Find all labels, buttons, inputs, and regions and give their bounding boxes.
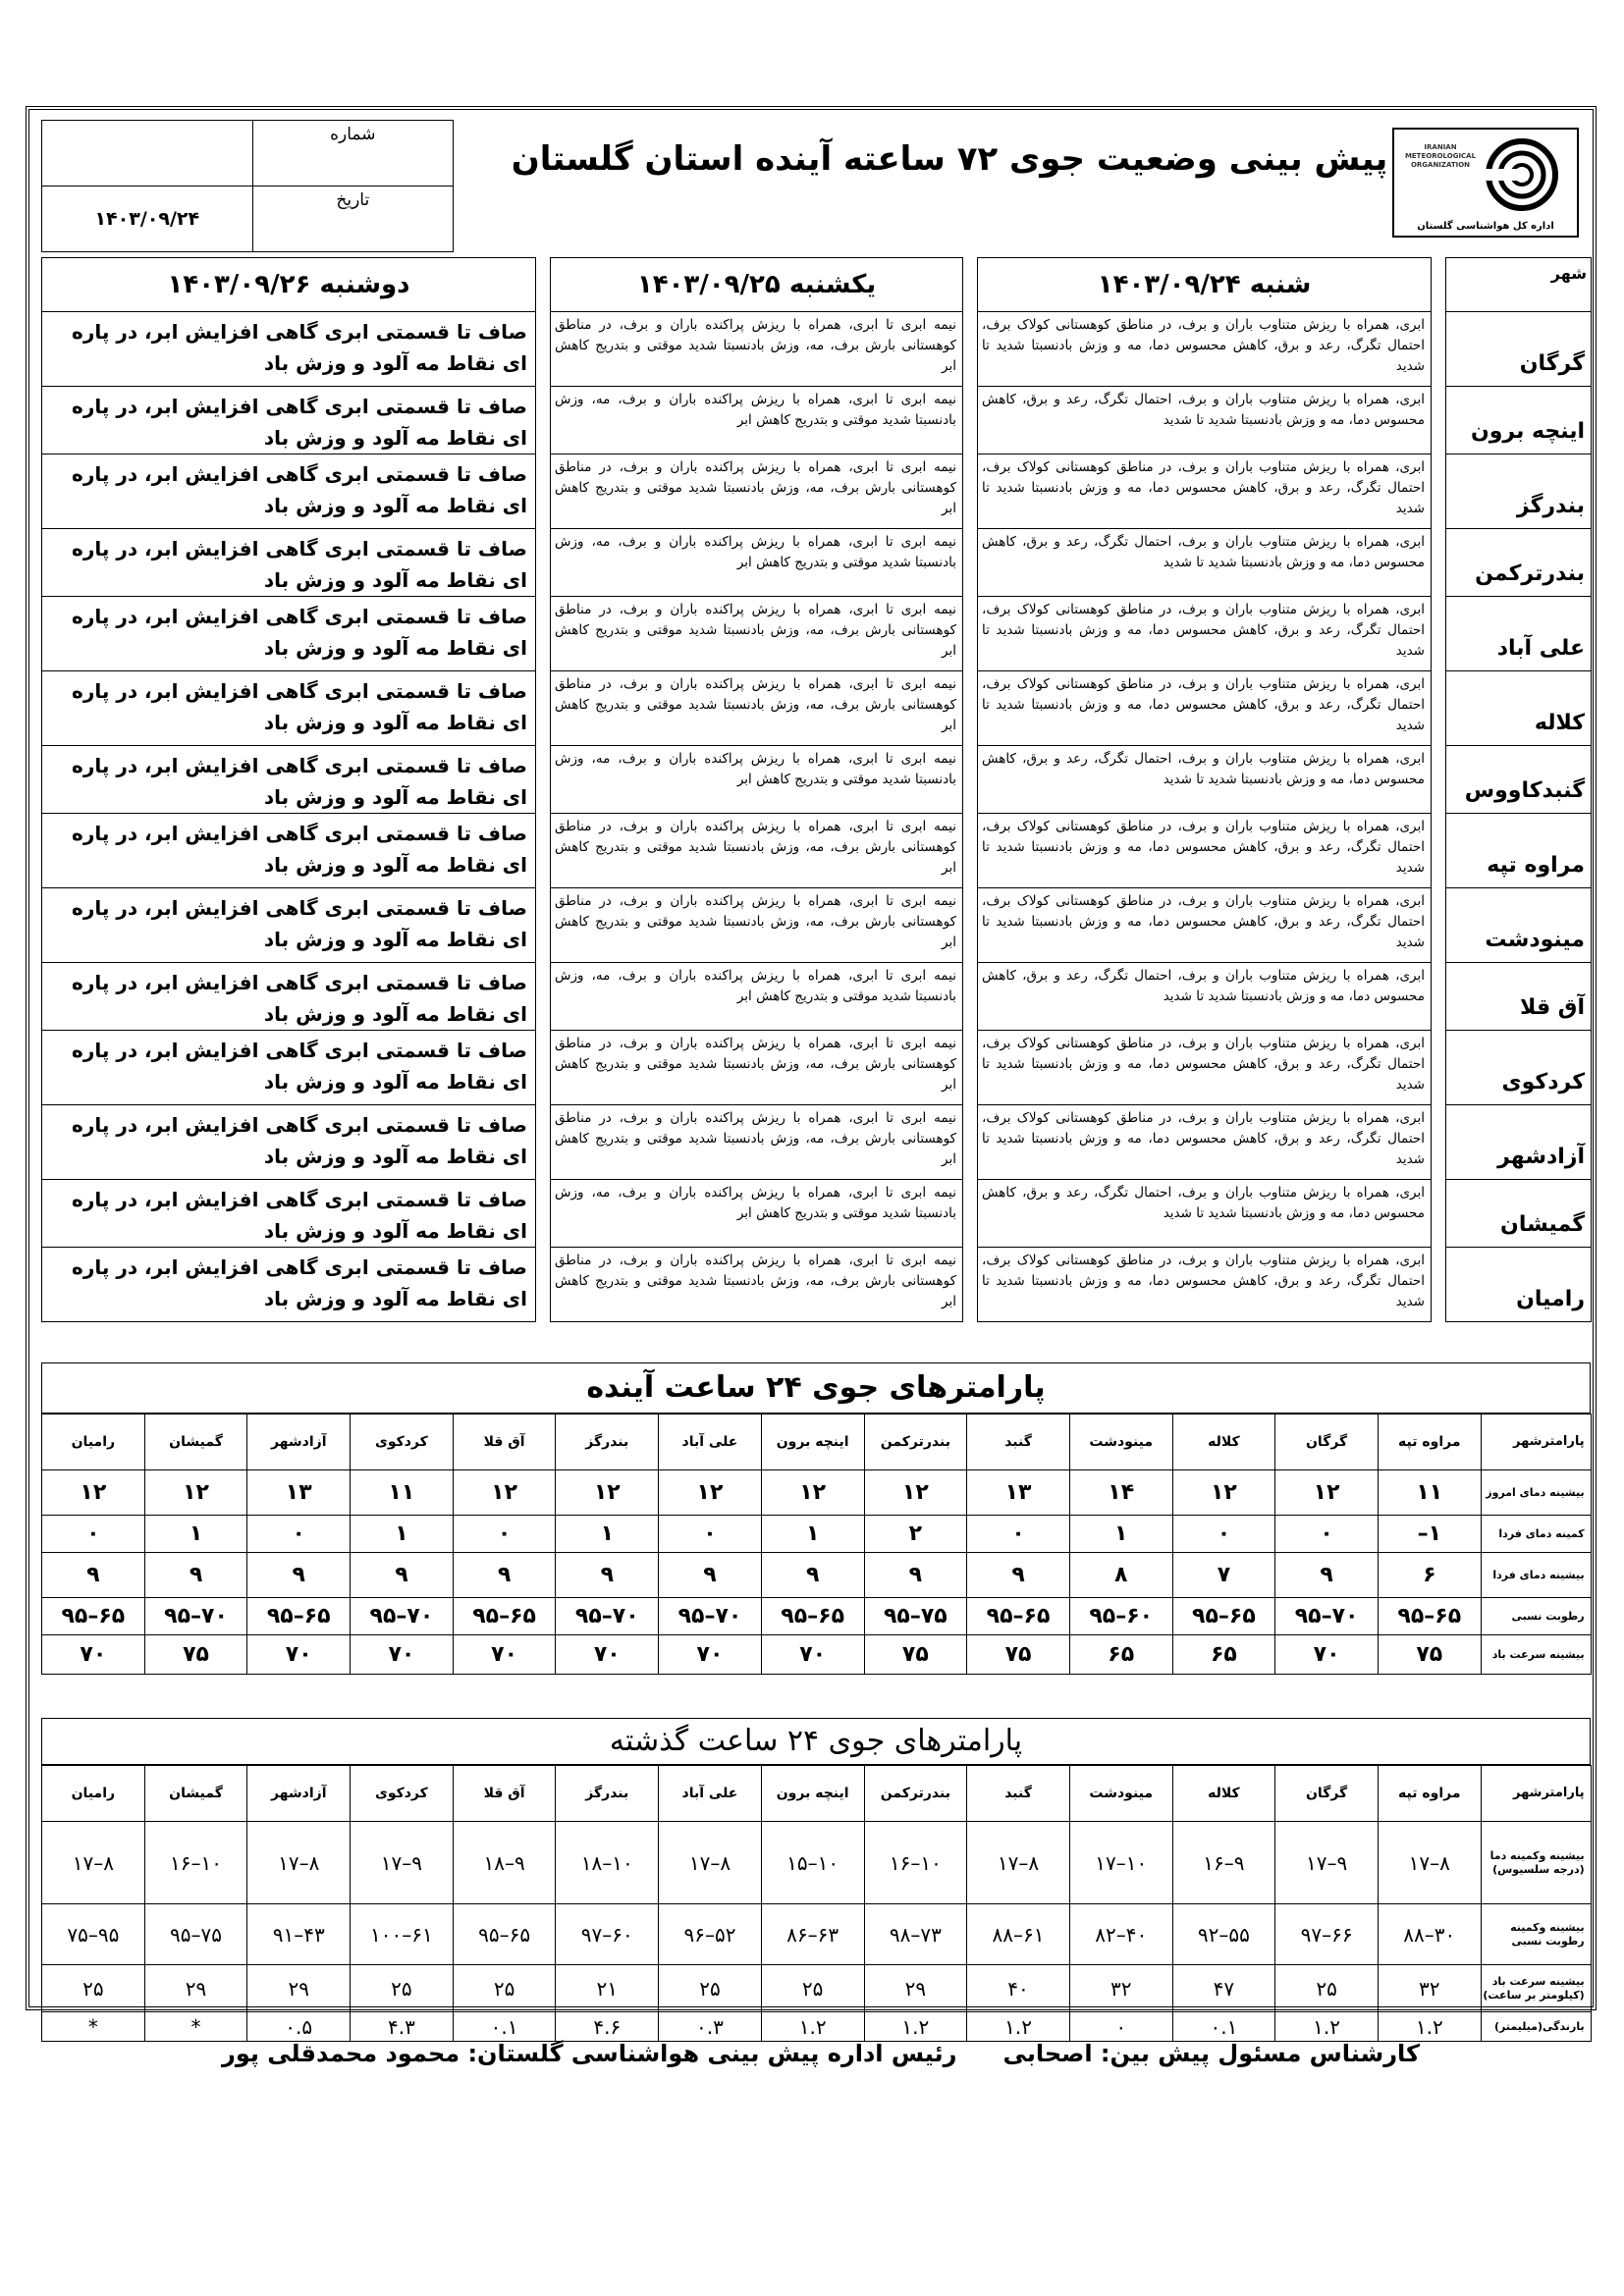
param-value: ۱۴ — [1069, 1470, 1172, 1516]
forecast-day3: صاف تا قسمتی ابری گاهی افزایش ابر، در پاره ای نقاط مه آلود و وزش باد — [42, 1248, 536, 1322]
param-value: ۶۵–۹۵ — [1378, 1598, 1481, 1635]
param-city-header: آق قلا — [453, 1766, 556, 1822]
param-row — [42, 1516, 1592, 1553]
param-value: ۱۰–۱۸ — [556, 1822, 659, 1904]
param-value: ۹–۱۷ — [1275, 1822, 1379, 1904]
param-value: ۱ — [1069, 1516, 1172, 1553]
param-label: بیشینه دمای امروز — [1481, 1470, 1591, 1516]
param-label: رطوبت نسبی — [1481, 1598, 1591, 1635]
param-value: ۹–۱۶ — [1172, 1822, 1275, 1904]
param-city-header: رامیان — [42, 1415, 145, 1470]
past24-table — [41, 1765, 1592, 2042]
param-city-header: گرگان — [1275, 1415, 1379, 1470]
forecast-row — [42, 963, 1592, 1031]
param-value: ۰.۵ — [247, 2012, 351, 2042]
forecast-day1: ابری، همراه با ریزش متناوب باران و برف، در مناطق کوهستانی کولاک برف، احتمال تگرگ، رعد و برق، کاهش محسوس دما، مه و وزش بادنسبتا شدید تا شدید — [978, 1248, 1432, 1322]
param-value: ۲۹ — [144, 1965, 247, 2012]
logo-text: IRANIAN METEOROLOGICAL ORGANIZATION — [1404, 143, 1477, 169]
param-city-header: اینچه برون — [761, 1766, 864, 1822]
forecast-day2: نیمه ابری تا ابری، همراه با ریزش پراکنده باران و برف، در مناطق کوهستانی بارش برف، مه، وزش بادنسبتا شدید موقتی و بتدریج کاهش ابر — [551, 1031, 963, 1105]
param-city-header: بندرترکمن — [864, 1766, 967, 1822]
param-value: ۰ — [42, 1516, 145, 1553]
param-value: ۱.۲ — [1378, 2012, 1481, 2042]
param-value: ۶۵–۹۵ — [967, 1598, 1070, 1635]
logo-label: اداره کل هواشناسی گلستان — [1417, 221, 1554, 232]
forecast-table — [41, 257, 1592, 1322]
forecast-city: مراوه تپه — [1446, 814, 1592, 888]
forecast-day3: صاف تا قسمتی ابری گاهی افزایش ابر، در پاره ای نقاط مه آلود و وزش باد — [42, 597, 536, 671]
param-value: ۶۵–۹۵ — [453, 1598, 556, 1635]
forecast-header-row — [42, 258, 1592, 312]
param-value: ۰.۱ — [1172, 2012, 1275, 2042]
param-value: ۱۰–۱۵ — [761, 1822, 864, 1904]
param-value: ۷۵ — [1378, 1635, 1481, 1675]
forecast-day1: ابری، همراه با ریزش متناوب باران و برف، در مناطق کوهستانی کولاک برف، احتمال تگرگ، رعد و برق، کاهش محسوس دما، مه و وزش بادنسبتا شدید تا شدید — [978, 671, 1432, 746]
header — [41, 120, 1591, 245]
param-city-header: کلاله — [1172, 1415, 1275, 1470]
param-city-header: گمیشان — [144, 1766, 247, 1822]
forecast-city: علی آباد — [1446, 597, 1592, 671]
param-value: ۸ — [1069, 1553, 1172, 1598]
param-value: ۰ — [659, 1516, 762, 1553]
param-label: بارندگی(میلیمتر) — [1481, 2012, 1591, 2042]
param-city-header: مراوه تپه — [1378, 1766, 1481, 1822]
param-label: بیشینه دمای فردا — [1481, 1553, 1591, 1598]
day-header-1: شنبه ۱۴۰۳/۰۹/۲۴ — [978, 258, 1432, 312]
forecast-day1: ابری، همراه با ریزش متناوب باران و برف، احتمال تگرگ، رعد و برق، کاهش محسوس دما، مه و وزش بادنسبتا شدید تا شدید — [978, 529, 1432, 597]
forecast-row — [42, 1180, 1592, 1248]
forecast-day1: ابری، همراه با ریزش متناوب باران و برف، در مناطق کوهستانی کولاک برف، احتمال تگرگ، رعد و برق، کاهش محسوس دما، مه و وزش بادنسبتا شدید تا شدید — [978, 1105, 1432, 1180]
param-value: ۷۰–۹۵ — [351, 1598, 454, 1635]
param-city-header: گنبد — [967, 1415, 1070, 1470]
forecast-day3: صاف تا قسمتی ابری گاهی افزایش ابر، در پاره ای نقاط مه آلود و وزش باد — [42, 963, 536, 1031]
param-value: ۳۲ — [1378, 1965, 1481, 2012]
param-value: ۷۵ — [967, 1635, 1070, 1675]
forecast-day3: صاف تا قسمتی ابری گاهی افزایش ابر، در پاره ای نقاط مه آلود و وزش باد — [42, 1105, 536, 1180]
day-header-3: دوشنبه ۱۴۰۳/۰۹/۲۶ — [42, 258, 536, 312]
param-value: * — [42, 2012, 145, 2042]
param-value: ۷۳–۹۸ — [864, 1904, 967, 1965]
forecast-day2: نیمه ابری تا ابری، همراه با ریزش پراکنده باران و برف، مه، وزش بادنسبتا شدید موقتی و بتدریج کاهش ابر — [551, 963, 963, 1031]
param-city-header: رامیان — [42, 1766, 145, 1822]
signatures — [0, 2040, 1624, 2079]
param-label: بیشینه سرعت باد — [1481, 1635, 1591, 1675]
param-city-header: گنبد — [967, 1766, 1070, 1822]
param-value: ۷۰ — [351, 1635, 454, 1675]
param-value: ۸–۱۷ — [659, 1822, 762, 1904]
param-value: ۱۰–۱۶ — [144, 1822, 247, 1904]
forecast-city: گرگان — [1446, 312, 1592, 387]
param-value: ۱– — [1378, 1516, 1481, 1553]
param-value: ۱.۲ — [967, 2012, 1070, 2042]
param-value: ۲۹ — [864, 1965, 967, 2012]
forecast-day1: ابری، همراه با ریزش متناوب باران و برف، در مناطق کوهستانی کولاک برف، احتمال تگرگ، رعد و برق، کاهش محسوس دما، مه و وزش بادنسبتا شدید تا شدید — [978, 888, 1432, 963]
date-value: ۱۴۰۳/۰۹/۲۴ — [42, 187, 253, 252]
param-row — [42, 1965, 1592, 2012]
param-value: ۲۵ — [1275, 1965, 1379, 2012]
param-value: ۷۰ — [1275, 1635, 1379, 1675]
param-value: ۹ — [659, 1553, 762, 1598]
param-value: ۹ — [42, 1553, 145, 1598]
param-value: ۲۵ — [42, 1965, 145, 2012]
forecast-day1: ابری، همراه با ریزش متناوب باران و برف، در مناطق کوهستانی کولاک برف، احتمال تگرگ، رعد و برق، کاهش محسوس دما، مه و وزش بادنسبتا شدید تا شدید — [978, 312, 1432, 387]
param-value: ۶۱–۱۰۰ — [351, 1904, 454, 1965]
param-label: بیشینه وکمینه دما (درجه سلسیوس) — [1481, 1822, 1591, 1904]
param-value: ۱ — [144, 1516, 247, 1553]
param-city-header: کردکوی — [351, 1766, 454, 1822]
param-value: ۶۳–۸۶ — [761, 1904, 864, 1965]
forecast-row — [42, 1031, 1592, 1105]
param-value: ۱۲ — [1275, 1470, 1379, 1516]
param-city-header: گرگان — [1275, 1766, 1379, 1822]
param-city-header: مینودشت — [1069, 1766, 1172, 1822]
forecast-day1: ابری، همراه با ریزش متناوب باران و برف، احتمال تگرگ، رعد و برق، کاهش محسوس دما، مه و وزش بادنسبتا شدید تا شدید — [978, 963, 1432, 1031]
forecast-day3: صاف تا قسمتی ابری گاهی افزایش ابر، در پاره ای نقاط مه آلود و وزش باد — [42, 746, 536, 814]
forecast-row — [42, 671, 1592, 746]
param-value: ۷۰–۹۵ — [659, 1598, 762, 1635]
forecast-city: مینودشت — [1446, 888, 1592, 963]
head-of-forecasting: رئیس اداره پیش بینی هواشناسی گلستان: محمود محمدقلی پور — [222, 2040, 957, 2067]
forecast-day2: نیمه ابری تا ابری، همراه با ریزش پراکنده باران و برف، مه، وزش بادنسبتا شدید موقتی و بتدریج کاهش ابر — [551, 746, 963, 814]
param-value: ۶۶–۹۷ — [1275, 1904, 1379, 1965]
forecast-row — [42, 888, 1592, 963]
param-value: ۱.۲ — [761, 2012, 864, 2042]
param-value: ۶۵–۹۵ — [1172, 1598, 1275, 1635]
forecast-day3: صاف تا قسمتی ابری گاهی افزایش ابر، در پاره ای نقاط مه آلود و وزش باد — [42, 312, 536, 387]
param-value: ۵۲–۹۶ — [659, 1904, 762, 1965]
param-value: ۹۵–۷۵ — [42, 1904, 145, 1965]
param-value: ۹ — [247, 1553, 351, 1598]
logo-icon — [1473, 135, 1571, 214]
param-row — [42, 1553, 1592, 1598]
param-value: ۷۵–۹۵ — [144, 1904, 247, 1965]
param-row — [42, 1470, 1592, 1516]
forecast-day3: صاف تا قسمتی ابری گاهی افزایش ابر، در پاره ای نقاط مه آلود و وزش باد — [42, 529, 536, 597]
param-corner: پارامترشهر — [1481, 1415, 1591, 1470]
param-value: ۹–۱۷ — [351, 1822, 454, 1904]
param-value: ۱ — [556, 1516, 659, 1553]
param-value: ۲ — [864, 1516, 967, 1553]
forecast-day3: صاف تا قسمتی ابری گاهی افزایش ابر، در پاره ای نقاط مه آلود و وزش باد — [42, 814, 536, 888]
forecast-day1: ابری، همراه با ریزش متناوب باران و برف، احتمال تگرگ، رعد و برق، کاهش محسوس دما، مه و وزش بادنسبتا شدید تا شدید — [978, 746, 1432, 814]
param-row — [42, 1635, 1592, 1675]
param-value: ۱۲ — [1172, 1470, 1275, 1516]
forecast-city: گنبدکاووس — [1446, 746, 1592, 814]
param-value: ۷۰–۹۵ — [556, 1598, 659, 1635]
forecaster-name: کارشناس مسئول پیش بین: اصحابی — [1002, 2040, 1420, 2067]
param-row — [42, 1904, 1592, 1965]
param-value: ۶۱–۸۸ — [967, 1904, 1070, 1965]
param-city-header: آزادشهر — [247, 1415, 351, 1470]
param-value: ۸–۱۷ — [247, 1822, 351, 1904]
param-value: ۸–۱۷ — [1378, 1822, 1481, 1904]
number-label: شماره — [252, 121, 453, 187]
param-city-header: مراوه تپه — [1378, 1415, 1481, 1470]
param-value: ۰.۳ — [659, 2012, 762, 2042]
param-value: ۱۰–۱۶ — [864, 1822, 967, 1904]
param-value: ۳۲ — [1069, 1965, 1172, 2012]
forecast-city: رامیان — [1446, 1248, 1592, 1322]
date-label: تاریخ — [252, 187, 453, 252]
param-value: ۰ — [1069, 2012, 1172, 2042]
forecast-day2: نیمه ابری تا ابری، همراه با ریزش پراکنده باران و برف، در مناطق کوهستانی بارش برف، مه، وزش بادنسبتا شدید موقتی و بتدریج کاهش ابر — [551, 671, 963, 746]
param-label: بیشینه سرعت باد (کیلومتر بر ساعت) — [1481, 1965, 1591, 2012]
param-value: ۶۰–۹۵ — [1069, 1598, 1172, 1635]
param-value: ۷۰ — [453, 1635, 556, 1675]
param-value: ۶۵–۹۵ — [453, 1904, 556, 1965]
param-value: ۰ — [1172, 1516, 1275, 1553]
next24-table — [41, 1414, 1592, 1675]
param-value: ۷۰ — [247, 1635, 351, 1675]
next24-title: پارامترهای جوی ۲۴ ساعت آینده — [41, 1362, 1591, 1414]
param-value: ۱۳ — [247, 1470, 351, 1516]
param-value: ۱ — [761, 1516, 864, 1553]
forecast-row — [42, 597, 1592, 671]
forecast-day3: صاف تا قسمتی ابری گاهی افزایش ابر، در پاره ای نقاط مه آلود و وزش باد — [42, 387, 536, 454]
forecast-day3: صاف تا قسمتی ابری گاهی افزایش ابر، در پاره ای نقاط مه آلود و وزش باد — [42, 1031, 536, 1105]
forecast-city: آق قلا — [1446, 963, 1592, 1031]
param-value: ۰ — [453, 1516, 556, 1553]
param-value: ۹ — [453, 1553, 556, 1598]
param-value: ۱۳ — [967, 1470, 1070, 1516]
param-value: ۴۰ — [967, 1965, 1070, 2012]
city-column-header: شهر — [1446, 258, 1592, 312]
param-city-header: کردکوی — [351, 1415, 454, 1470]
forecast-city: گمیشان — [1446, 1180, 1592, 1248]
forecast-row — [42, 1105, 1592, 1180]
param-value: ۱۲ — [556, 1470, 659, 1516]
param-value: ۲۹ — [247, 1965, 351, 2012]
forecast-day2: نیمه ابری تا ابری، همراه با ریزش پراکنده باران و برف، در مناطق کوهستانی بارش برف، مه، وزش بادنسبتا شدید موقتی و بتدریج کاهش ابر — [551, 454, 963, 529]
param-value: ۶۵–۹۵ — [42, 1598, 145, 1635]
param-value: ۲۵ — [659, 1965, 762, 2012]
param-value: ۰.۱ — [453, 2012, 556, 2042]
param-value: ۹ — [351, 1553, 454, 1598]
param-value: ۷۰–۹۵ — [144, 1598, 247, 1635]
forecast-day1: ابری، همراه با ریزش متناوب باران و برف، در مناطق کوهستانی کولاک برف، احتمال تگرگ، رعد و برق، کاهش محسوس دما، مه و وزش بادنسبتا شدید تا شدید — [978, 814, 1432, 888]
param-value: ۷۵ — [144, 1635, 247, 1675]
forecast-row — [42, 1248, 1592, 1322]
param-value: ۹ — [761, 1553, 864, 1598]
forecast-day1: ابری، همراه با ریزش متناوب باران و برف، در مناطق کوهستانی کولاک برف، احتمال تگرگ، رعد و برق، کاهش محسوس دما، مه و وزش بادنسبتا شدید تا شدید — [978, 597, 1432, 671]
param-value: ۸–۱۷ — [967, 1822, 1070, 1904]
param-city-header: مینودشت — [1069, 1415, 1172, 1470]
param-value: ۹ — [556, 1553, 659, 1598]
param-value: ۱۲ — [659, 1470, 762, 1516]
forecast-city: کردکوی — [1446, 1031, 1592, 1105]
param-city-header: بندرگز — [556, 1766, 659, 1822]
forecast-day1: ابری، همراه با ریزش متناوب باران و برف، در مناطق کوهستانی کولاک برف، احتمال تگرگ، رعد و برق، کاهش محسوس دما، مه و وزش بادنسبتا شدید تا شدید — [978, 454, 1432, 529]
forecast-day2: نیمه ابری تا ابری، همراه با ریزش پراکنده باران و برف، در مناطق کوهستانی بارش برف، مه، وزش بادنسبتا شدید موقتی و بتدریج کاهش ابر — [551, 814, 963, 888]
param-value: ۳۰–۸۸ — [1378, 1904, 1481, 1965]
param-value: ۹ — [967, 1553, 1070, 1598]
param-value: ۲۵ — [351, 1965, 454, 2012]
day-header-2: یکشنبه ۱۴۰۳/۰۹/۲۵ — [551, 258, 963, 312]
param-city-header: گمیشان — [144, 1415, 247, 1470]
param-value: ۷۰ — [42, 1635, 145, 1675]
number-value-cell — [42, 121, 253, 187]
param-row — [42, 1822, 1592, 1904]
param-value: * — [144, 2012, 247, 2042]
param-value: ۲۵ — [761, 1965, 864, 2012]
param-header-row — [42, 1766, 1592, 1822]
param-value: ۵۵–۹۲ — [1172, 1904, 1275, 1965]
forecast-day3: صاف تا قسمتی ابری گاهی افزایش ابر، در پاره ای نقاط مه آلود و وزش باد — [42, 1180, 536, 1248]
param-city-header: کلاله — [1172, 1766, 1275, 1822]
forecast-day2: نیمه ابری تا ابری، همراه با ریزش پراکنده باران و برف، در مناطق کوهستانی بارش برف، مه، وزش بادنسبتا شدید موقتی و بتدریج کاهش ابر — [551, 1105, 963, 1180]
param-value: ۴۷ — [1172, 1965, 1275, 2012]
param-value: ۶ — [1378, 1553, 1481, 1598]
param-row — [42, 1598, 1592, 1635]
forecast-row — [42, 312, 1592, 387]
param-value: ۱۱ — [1378, 1470, 1481, 1516]
param-value: ۶۵ — [1069, 1635, 1172, 1675]
forecast-city: بندرترکمن — [1446, 529, 1592, 597]
param-value: ۷ — [1172, 1553, 1275, 1598]
forecast-day1: ابری، همراه با ریزش متناوب باران و برف، احتمال تگرگ، رعد و برق، کاهش محسوس دما، مه و وزش بادنسبتا شدید تا شدید — [978, 1180, 1432, 1248]
param-value: ۶۵ — [1172, 1635, 1275, 1675]
forecast-row — [42, 387, 1592, 454]
param-value: ۱۲ — [42, 1470, 145, 1516]
param-value: ۷۰–۹۵ — [1275, 1598, 1379, 1635]
forecast-day2: نیمه ابری تا ابری، همراه با ریزش پراکنده باران و برف، مه، وزش بادنسبتا شدید موقتی و بتدریج کاهش ابر — [551, 387, 963, 454]
forecast-row — [42, 529, 1592, 597]
param-value: ۱.۲ — [864, 2012, 967, 2042]
forecast-city: بندرگز — [1446, 454, 1592, 529]
forecast-day2: نیمه ابری تا ابری، همراه با ریزش پراکنده باران و برف، مه، وزش بادنسبتا شدید موقتی و بتدریج کاهش ابر — [551, 529, 963, 597]
forecast-day2: نیمه ابری تا ابری، همراه با ریزش پراکنده باران و برف، در مناطق کوهستانی بارش برف، مه، وزش بادنسبتا شدید موقتی و بتدریج کاهش ابر — [551, 1248, 963, 1322]
param-city-header: بندرگز — [556, 1415, 659, 1470]
param-value: ۴.۳ — [351, 2012, 454, 2042]
forecast-city: اینچه برون — [1446, 387, 1592, 454]
param-city-header: علی آباد — [659, 1766, 762, 1822]
forecast-city: آزادشهر — [1446, 1105, 1592, 1180]
param-value: ۹ — [864, 1553, 967, 1598]
param-value: ۹ — [144, 1553, 247, 1598]
forecast-city: کلاله — [1446, 671, 1592, 746]
param-value: ۹ — [1275, 1553, 1379, 1598]
param-value: ۸–۱۷ — [42, 1822, 145, 1904]
forecast-day3: صاف تا قسمتی ابری گاهی افزایش ابر، در پاره ای نقاط مه آلود و وزش باد — [42, 888, 536, 963]
param-city-header: بندرترکمن — [864, 1415, 967, 1470]
param-header-row — [42, 1415, 1592, 1470]
param-value: ۶۵–۹۵ — [761, 1598, 864, 1635]
forecast-day2: نیمه ابری تا ابری، همراه با ریزش پراکنده باران و برف، مه، وزش بادنسبتا شدید موقتی و بتدریج کاهش ابر — [551, 1180, 963, 1248]
param-row — [42, 2012, 1592, 2042]
param-label: کمینه دمای فردا — [1481, 1516, 1591, 1553]
param-value: ۴۳–۹۱ — [247, 1904, 351, 1965]
param-value: ۰ — [1275, 1516, 1379, 1553]
forecast-day3: صاف تا قسمتی ابری گاهی افزایش ابر، در پاره ای نقاط مه آلود و وزش باد — [42, 454, 536, 529]
page-frame — [26, 106, 1597, 2039]
param-value: ۷۰ — [761, 1635, 864, 1675]
param-label: بیشینه وکمینه رطوبت نسبی — [1481, 1904, 1591, 1965]
param-city-header: اینچه برون — [761, 1415, 864, 1470]
param-value: ۱۱ — [351, 1470, 454, 1516]
forecast-day2: نیمه ابری تا ابری، همراه با ریزش پراکنده باران و برف، در مناطق کوهستانی بارش برف، مه، وزش بادنسبتا شدید موقتی و بتدریج کاهش ابر — [551, 888, 963, 963]
forecast-row — [42, 746, 1592, 814]
param-value: ۰ — [967, 1516, 1070, 1553]
param-city-header: علی آباد — [659, 1415, 762, 1470]
forecast-day2: نیمه ابری تا ابری، همراه با ریزش پراکنده باران و برف، در مناطق کوهستانی بارش برف، مه، وزش بادنسبتا شدید موقتی و بتدریج کاهش ابر — [551, 597, 963, 671]
param-value: ۱۲ — [864, 1470, 967, 1516]
param-value: ۴۰–۸۲ — [1069, 1904, 1172, 1965]
param-value: ۲۵ — [453, 1965, 556, 2012]
param-city-header: آق قلا — [453, 1415, 556, 1470]
organization-logo — [1392, 128, 1579, 238]
forecast-day3: صاف تا قسمتی ابری گاهی افزایش ابر، در پاره ای نقاط مه آلود و وزش باد — [42, 671, 536, 746]
param-value: ۷۵ — [864, 1635, 967, 1675]
doc-meta-box — [41, 120, 454, 252]
param-value: ۱ — [351, 1516, 454, 1553]
forecast-row — [42, 454, 1592, 529]
param-value: ۱۰–۱۷ — [1069, 1822, 1172, 1904]
page-title: پیش بینی وضعیت جوی ۷۲ ساعته آینده استان گلستان — [511, 139, 1388, 179]
forecast-day2: نیمه ابری تا ابری، همراه با ریزش پراکنده باران و برف، در مناطق کوهستانی بارش برف، مه، وزش بادنسبتا شدید موقتی و بتدریج کاهش ابر — [551, 312, 963, 387]
param-value: ۱۲ — [144, 1470, 247, 1516]
forecast-day1: ابری، همراه با ریزش متناوب باران و برف، در مناطق کوهستانی کولاک برف، احتمال تگرگ، رعد و برق، کاهش محسوس دما، مه و وزش بادنسبتا شدید تا شدید — [978, 1031, 1432, 1105]
forecast-day1: ابری، همراه با ریزش متناوب باران و برف، احتمال تگرگ، رعد و برق، کاهش محسوس دما، مه و وزش بادنسبتا شدید تا شدید — [978, 387, 1432, 454]
param-value: ۱.۲ — [1275, 2012, 1379, 2042]
param-value: ۲۱ — [556, 1965, 659, 2012]
param-value: ۹–۱۸ — [453, 1822, 556, 1904]
forecast-row — [42, 814, 1592, 888]
param-value: ۶۵–۹۵ — [247, 1598, 351, 1635]
param-value: ۷۰ — [556, 1635, 659, 1675]
param-value: ۰ — [247, 1516, 351, 1553]
param-value: ۷۵–۹۵ — [864, 1598, 967, 1635]
param-value: ۴.۶ — [556, 2012, 659, 2042]
param-value: ۱۲ — [453, 1470, 556, 1516]
param-value: ۱۲ — [761, 1470, 864, 1516]
param-city-header: آزادشهر — [247, 1766, 351, 1822]
past24-title: پارامترهای جوی ۲۴ ساعت گذشته — [41, 1718, 1591, 1765]
param-value: ۷۰ — [659, 1635, 762, 1675]
param-corner: پارامترشهر — [1481, 1766, 1591, 1822]
param-value: ۶۰–۹۷ — [556, 1904, 659, 1965]
